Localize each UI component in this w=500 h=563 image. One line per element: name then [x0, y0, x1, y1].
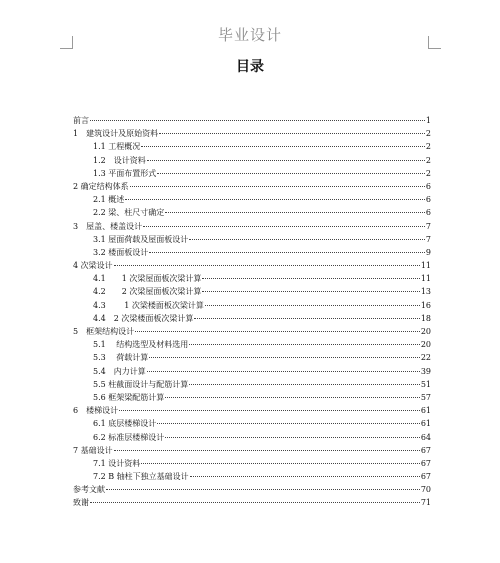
toc-leader-dots: [190, 468, 420, 477]
toc-leader-dots: [202, 283, 419, 292]
toc-entry-label: 4.1 1 次梁屋面板次梁计算: [93, 274, 202, 284]
toc-entry-page: 22: [420, 353, 431, 363]
toc-entry-page: 7: [425, 221, 431, 231]
toc-entry-label: 5.4 内力计算: [93, 366, 146, 376]
toc-entry-label: 3 屋盖、楼盖设计: [73, 221, 143, 231]
toc-entry-page: 1: [425, 116, 431, 125]
toc-entry-label: 5.6 框架梁配筋计算: [93, 392, 165, 402]
toc-entry-page: 11: [420, 274, 431, 284]
toc-leader-dots: [189, 376, 420, 385]
toc-entry-label: 4.3 1 次梁楼面板次梁计算: [93, 300, 204, 310]
toc-leader-dots: [90, 112, 425, 121]
table-of-contents: [73, 114, 431, 510]
toc-entry-page: 67: [420, 472, 431, 482]
toc-entry-label: 3.1 屋面荷载及屋面板设计: [93, 234, 189, 244]
toc-entry-label: 7 基础设计: [73, 445, 113, 455]
toc-entry-label: 7.2 B 轴柱下独立基础设计: [93, 472, 189, 482]
toc-entry-page: 6: [425, 195, 431, 205]
toc-entry-label: 3.2 楼面板设计: [93, 247, 149, 257]
toc-entry-page: 39: [420, 366, 431, 376]
toc-entry-label: 6 楼梯设计: [73, 406, 119, 416]
toc-leader-dots: [205, 297, 420, 306]
page-header: 毕业设计: [217, 26, 282, 44]
toc-entry-label: 致谢: [73, 498, 89, 508]
toc-leader-dots: [141, 455, 420, 464]
toc-leader-dots: [202, 270, 419, 279]
toc-entry-label: 4.2 2 次梁屋面板次梁计算: [93, 287, 202, 297]
toc-leader-dots: [165, 429, 420, 438]
toc-entry-page: 51: [420, 379, 431, 389]
toc-leader-dots: [157, 415, 420, 424]
toc-leader-dots: [149, 244, 425, 253]
toc-entry-label: 6.1 底层楼梯设计: [93, 419, 157, 429]
toc-entry-page: 67: [420, 458, 431, 468]
toc-entry-page: 2: [425, 142, 431, 152]
toc-leader-dots: [194, 310, 419, 319]
toc-entry-label: 1 建筑设计及原始资料: [73, 129, 159, 139]
toc-entry-page: 20: [420, 340, 431, 350]
page-title: 目录: [236, 59, 264, 75]
toc-leader-dots: [189, 336, 420, 345]
toc-leader-dots: [149, 349, 420, 358]
toc-leader-dots: [157, 165, 425, 174]
toc-entry-page: 61: [420, 419, 431, 429]
toc-entry-label: 6.2 标准层楼梯设计: [93, 432, 165, 442]
toc-entry-page: 61: [420, 406, 431, 416]
toc-entry-page: 64: [420, 432, 431, 442]
toc-entry-page: 57: [420, 392, 431, 402]
toc-entry-label: 5 框架结构设计: [73, 327, 135, 336]
toc-entry[interactable]: [73, 496, 431, 509]
toc-entry-page: 2: [425, 168, 431, 178]
toc-entry-page: 2: [425, 129, 431, 139]
toc-leader-dots: [114, 257, 420, 266]
toc-entry-page: 6: [425, 181, 431, 191]
toc-entry-page: 71: [420, 498, 431, 508]
toc-leader-dots: [106, 481, 420, 490]
toc-leader-dots: [130, 178, 425, 187]
toc-leader-dots: [114, 442, 420, 451]
toc-leader-dots: [189, 231, 425, 240]
toc-leader-dots: [165, 389, 420, 398]
toc-entry-page: 7: [425, 234, 431, 244]
toc-entry-page: 9: [425, 247, 431, 257]
toc-entry-page: 2: [425, 155, 431, 165]
toc-entry-label: 5.3 荷载计算: [93, 353, 149, 363]
toc-leader-dots: [159, 125, 425, 134]
toc-entry-label: 7.1 设计资料: [93, 458, 141, 468]
toc-entry-page: 11: [420, 261, 431, 271]
toc-entry-label: 2 确定结构体系: [73, 181, 129, 191]
toc-leader-dots: [143, 218, 425, 227]
toc-entry-label: 5.5 柱截面设计与配筋计算: [93, 379, 189, 389]
toc-entry-page: 20: [420, 327, 431, 336]
toc-entry-page: 13: [420, 287, 431, 297]
toc-entry-label: 2.1 概述: [93, 195, 125, 205]
toc-entry-page: 6: [425, 208, 431, 218]
toc-leader-dots: [141, 138, 425, 147]
toc-entry-label: 4 次梁设计: [73, 261, 113, 271]
toc-leader-dots: [119, 402, 420, 411]
toc-entry-label: 前言: [73, 116, 89, 125]
toc-entry-label: 2.2 梁、柱尺寸确定: [93, 208, 165, 218]
toc-leader-dots: [125, 191, 425, 200]
toc-leader-dots: [147, 363, 420, 372]
toc-entry-page: 70: [420, 485, 431, 495]
toc-leader-dots: [147, 152, 425, 161]
toc-entry-page: 18: [420, 313, 431, 323]
toc-entry-label: 1.2 设计资料: [93, 155, 146, 165]
toc-entry-label: 1.3 平面布置形式: [93, 168, 157, 178]
toc-entry-label: 4.4 2 次梁楼面板次梁计算: [93, 313, 194, 323]
toc-entry-label: 5.1 结构选型及材料选用: [93, 340, 189, 350]
toc-entry-page: 16: [420, 300, 431, 310]
toc-leader-dots: [90, 494, 420, 503]
toc-entry-label: 参考文献: [73, 485, 105, 495]
toc-entry-page: 67: [420, 445, 431, 455]
toc-leader-dots: [165, 204, 425, 213]
toc-leader-dots: [135, 323, 420, 332]
toc-entry-label: 1.1 工程概况: [93, 142, 141, 152]
